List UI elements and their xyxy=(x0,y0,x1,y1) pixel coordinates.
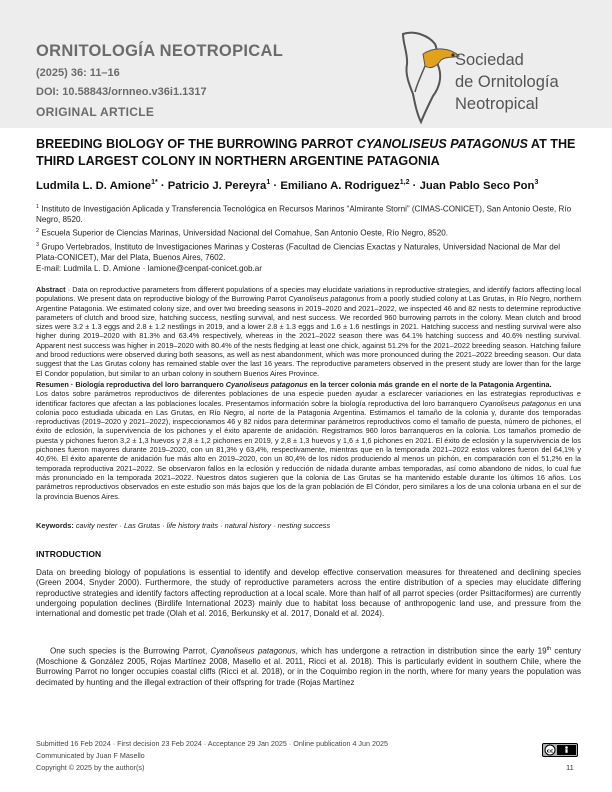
resumen-title: Biología reproductiva del loro barranquero xyxy=(75,380,226,389)
svg-text:cc: cc xyxy=(546,748,554,755)
affiliation-number: 3 xyxy=(36,242,40,248)
journal-header-band xyxy=(0,0,612,128)
abstract-sep: · xyxy=(65,285,73,294)
article-title xyxy=(36,136,581,170)
article-type: ORIGINAL ARTICLE xyxy=(36,105,155,119)
author-separator: · xyxy=(270,179,281,192)
author-name: Juan Pablo Seco Pon xyxy=(419,179,535,192)
resumen-title-end: en la tercer colonia más grande en el norte de la Patagonia Argentina. xyxy=(307,380,552,389)
page-number: 11 xyxy=(566,763,574,772)
keyword: nesting success xyxy=(277,521,331,530)
society-name-line-3: Neotropical xyxy=(455,95,539,113)
affiliation-1 xyxy=(36,202,581,225)
society-name-line-2: de Ornitología xyxy=(455,73,559,91)
doi-link[interactable]: DOI: 10.58843/ornneo.v36i1.1317 xyxy=(36,86,207,98)
resumen-text: Los datos sobre parámetros reproductivos de diferentes poblaciones de una especie pueden ayudar a esclarecer variaciones en las estrategias reproductivas e identificar factores que afectan a las poblaciones locales. Presentamos información sobre la biología reproductiva del loro barranquero xyxy=(36,389,581,408)
intro-paragraph-2 xyxy=(36,644,581,688)
author-affiliation-mark: 1 xyxy=(266,179,271,186)
title-species: CYANOLISEUS PATAGONUS xyxy=(356,137,528,151)
keyword-sep: · xyxy=(160,521,167,530)
title-text-end: AT THE THIRD LARGEST COLONY IN NORTHERN ARGENTINE PATAGONIA xyxy=(36,137,576,168)
author-name: Emiliano A. Rodriguez xyxy=(280,179,400,192)
contact-email[interactable]: E-mail: Ludmila L. D. Amione · lamione@cenpat-conicet.gob.ar xyxy=(36,264,262,273)
abstract-english xyxy=(36,285,581,378)
cc-by-license-icon[interactable] xyxy=(542,743,578,757)
keywords-label: Keywords: xyxy=(36,521,74,530)
affiliation-text: Grupo Vertebrados, Instituto de Investigaciones Marinas y Costeras (Facultad de Ciencias Exactas y Naturales, Universidad Nacional de Mar del Plata-CONICET), Mar del Plata, Buenos Aires, 7602. xyxy=(36,242,561,262)
resumen-species: Cyanoliseus patagonus xyxy=(479,398,556,408)
affiliation-2 xyxy=(36,226,581,239)
affiliation-text: Instituto de Investigación Aplicada y Transferencia Tecnológica en Recursos Marinos “Almirante Storni” (CIMAS-CONICET), San Antonio Oeste, Río Negro, 8520. xyxy=(36,204,572,224)
keyword-sep: · xyxy=(271,521,278,530)
paragraph-species: Cyanoliseus patagonus xyxy=(210,646,296,656)
abstract-species: Cyanoliseus patagonus xyxy=(288,294,365,304)
author-separator: · xyxy=(409,179,420,192)
paragraph-text: , which has undergone a retraction in distribution since the early 19 xyxy=(295,646,547,656)
society-name-line-1: Sociedad xyxy=(455,51,524,69)
affiliation-number: 2 xyxy=(36,228,40,234)
abstract-text-end: from a poorly studied colony at Las Grutas, in Río Negro, northern Argentine Patagonia. We estimated colony size, and over two breeding seasons in 2019–2020 and 2021–2022, we inspected 46 and 82 nests to determine reproductive parameters of clutch and brood size, hatching success, nestling survival, and nest success. We recorded 960 burrowing parrots in the colony. Mean clutch and brood sizes were 3.2 ± 1.3 eggs and 2.8 ± 1.2 nestlings in 2019, and a lower 2.8 ± 1.3 eggs and 1.6 ± 1.6 nestlings in 2021. Hatching success and nestling survival were also higher during 2019–2020 with 81.3% and 63.4% respectively, whereas in the 2021–2022 season there was 64.1% hatching success and 40.6% nestling survival. Apparent nest success was higher in 2019–2020 with 80.4% of the nests fledging at least one chick, against 51.2% for the 2021–2022 breeding season. Hatching failure and brood reductions were observed during both seasons, as well as nest abandonment, which was more pronounced during the 2021–2022 breeding season. Our data suggest that the Las Grutas colony has remained stable over the last 16 years. The reproductive parameters observed in the present study are lower than for the large El Condor population, but similar to an urban colony in southern Buenos Aires Province. xyxy=(36,294,582,378)
author-name: Patricio J. Pereyra xyxy=(167,179,267,192)
author-affiliation-mark: 1* xyxy=(151,179,158,186)
journal-name: ORNITOLOGÍA NEOTROPICAL xyxy=(36,42,284,60)
communicated-by: Communicated by Juan F Masello xyxy=(36,751,145,760)
intro-paragraph-1: Data on breeding biology of populations is essential to identify and develop effective conservation measures for threatened and declining species (Green 2004, Snyder 2000). Furthermore, the study of reproductive parameters across the entire distribution of a species may elucidate differing reproductive strategies and identify factors affecting reproduction at a local scale. More than half of all parrot species (order Psittaciformes) are currently undergoing population declines (Birdlife International 2023) mainly due to habitat loss because of anthropogenic land use, and pressure from the international and domestic pet trade (Olah et al. 2016, Berkunsky et al. 2017, Donald et al. 2024). xyxy=(36,568,581,619)
paragraph-text: One such species is the Burrowing Parrot, xyxy=(50,646,211,656)
resumen-label: Resumen xyxy=(36,380,69,389)
affiliation-3 xyxy=(36,240,581,263)
resumen-text-end: en una colonia poco estudiada ubicada en Las Grutas, en Río Negro, al norte de la Patagonia Argentina. Estimamos el tamaño de la colonia y, durante dos temporadas reproductivas (2019–2020 y 2021–2022), inspeccionamos 46 y 82 nidos para determinar parámetros reproductivos como el tamaño de puesta, número de pichones, el éxito de eclosión, la supervivencia de los pichones y el éxito aparente de anidación. Registramos 960 loros barranqueros en la colonia. Los tamaños promedio de puesta y pichones fueron 3,2 ± 1,3 huevos y 2,8 ± 1,2 pichones en 2019, y 2,8 ± 1,3 huevos y 1,6 ± 1,6 pichones en 2021. El éxito de eclosión y la supervivencia de los pichones fueron mayores durante 2019–2020, con un 81,3% y 63,4%, respectivamente, mientras que en la temporada 2021–2022 estos valores fueron del 64,1% y 40,6%. El éxito aparente de anidación fue más alto en 2019–2020, con un 80,4% de los nidos produciendo al menos un pichón, en comparación con el 51,2% en la temporada reproductiva 2021–2022. Se observaron fallos en la eclosión y reducción de nidada durante ambas temporadas, así como abandono de nidos, lo cual fue más pronunciado en la temporada 2021–2022. Nuestros datos sugieren que la colonia de Las Grutas se ha mantenido estable durante los últimos 16 años. Los parámetros reproductivos observados en este estudio son más bajos que los de la gran población de El Cóndor, pero similares a los de una colonia urbana en el sur de la provincia Buenos Aires. xyxy=(36,398,581,501)
affiliation-text: Escuela Superior de Ciencias Marinas, Universidad Nacional del Comahue, San Antonio Oeste, Río Negro, 8520. xyxy=(41,228,449,238)
title-text: BREEDING BIOLOGY OF THE BURROWING PARROT xyxy=(36,137,357,151)
author-affiliation-mark: 3 xyxy=(534,179,539,186)
abstract-spanish xyxy=(36,380,581,501)
keyword-sep: · xyxy=(218,521,225,530)
keyword-sep: · xyxy=(117,521,124,530)
resumen-sep: · xyxy=(68,380,76,389)
abstract-text: Data on reproductive parameters from different populations of a species may elucidate variations in reproductive strategies, and identify factors affecting local populations. We present data on reproductive biology of the Burrowing Parrot xyxy=(36,285,581,304)
copyright-notice: Copyright © 2025 by the author(s) xyxy=(36,763,145,772)
author-separator: · xyxy=(157,179,168,192)
affiliation-number: 1 xyxy=(36,204,40,210)
keyword: Las Grutas xyxy=(123,521,161,530)
keywords-line xyxy=(36,521,330,530)
keyword: cavity nester xyxy=(75,521,118,530)
author-list xyxy=(36,179,538,192)
journal-volume: (2025) 36: 11–16 xyxy=(36,67,120,79)
resumen-title-species: Cyanoliseus patagonus xyxy=(225,380,308,389)
keyword: life history traits xyxy=(166,521,219,530)
author-affiliation-mark: 1,2 xyxy=(399,179,410,186)
superscript: th xyxy=(546,646,552,652)
keyword: natural history xyxy=(224,521,272,530)
paragraph-text: century (Moschione & González 2005, Rojas Martínez 2008, Masello et al. 2011, Ricci et al. 2018). This is particularly evident in southern Chile, where the Burrowing Parrot no longer occupies coastal cliffs (Ricci et al. 2018), or in the Coquimbo region in the north, where for many years the population was decimated by hunting and the illegal extraction of their offspring for trade (Rojas Martínez xyxy=(36,646,581,687)
author-name: Ludmila L. D. Amione xyxy=(36,179,152,192)
submission-dates: Submitted 16 Feb 2024 · First decision 23 Feb 2024 · Acceptance 29 Jan 2025 · Online publication 4 Jun 2025 xyxy=(36,739,389,748)
abstract-label: Abstract xyxy=(36,285,66,294)
section-heading-introduction: INTRODUCTION xyxy=(36,549,102,559)
